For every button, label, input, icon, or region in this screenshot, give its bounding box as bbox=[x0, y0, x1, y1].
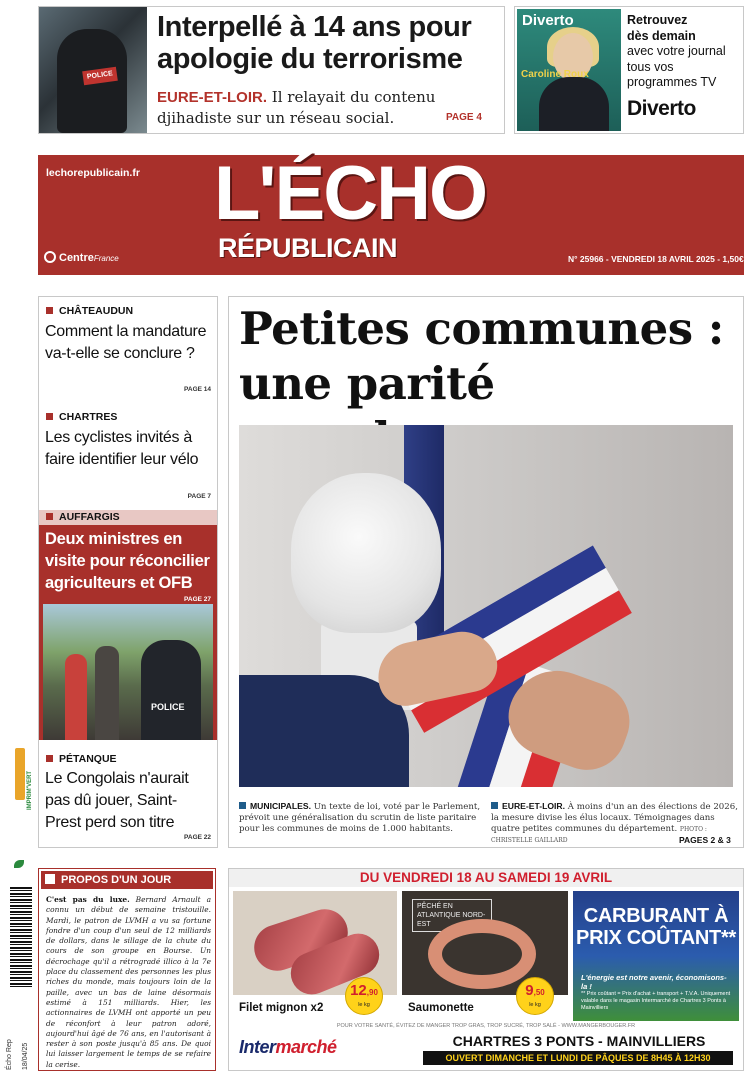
caption-kicker: EURE-ET-LOIR. bbox=[502, 801, 566, 811]
lead-story[interactable] bbox=[228, 296, 744, 848]
lead-photo bbox=[239, 425, 733, 787]
ad-fuel-promo bbox=[573, 891, 739, 1021]
propos-header: PROPOS D'UN JOUR bbox=[41, 871, 213, 889]
leaf-icon bbox=[14, 860, 24, 868]
ad-product-filet bbox=[233, 891, 397, 1021]
diverto-brand: Diverto bbox=[627, 97, 696, 120]
site-url[interactable]: lechorepublicain.fr bbox=[46, 167, 140, 179]
edge-line: 18/04/25 bbox=[22, 1042, 29, 1070]
diverto-cover bbox=[517, 9, 621, 131]
caption-kicker: MUNICIPALES. bbox=[250, 801, 311, 811]
intermarche-logo: Intermarché bbox=[239, 1037, 337, 1057]
teaser-photo-badge: POLICE bbox=[82, 67, 118, 86]
brief-page-ref: PAGE 22 bbox=[184, 834, 211, 841]
diverto-cover-logo: Diverto bbox=[522, 12, 574, 29]
lead-page-ref: PAGES 2 & 3 bbox=[679, 835, 731, 845]
lead-caption-left bbox=[239, 801, 481, 835]
ad-legal: POUR VOTRE SANTÉ, ÉVITEZ DE MANGER TROP GRAS, TROP SUCRÉ, TROP SALÉ - WWW.MANGERBOUGER.FR bbox=[336, 1023, 636, 1029]
brief-photo bbox=[43, 604, 213, 740]
brief-page-ref: PAGE 27 bbox=[184, 596, 211, 603]
centre-france-logo bbox=[44, 251, 119, 264]
propos-lead: C'est pas du luxe. bbox=[46, 895, 130, 904]
edge-line: Écho Rep bbox=[6, 1039, 13, 1070]
imprim-vert-label bbox=[13, 748, 33, 866]
brief-headline[interactable]: Les cyclistes invités à faire identifier leur vélo bbox=[45, 429, 199, 468]
intermarche-ad[interactable] bbox=[228, 868, 744, 1071]
fuel-note: ** Prix coûtant = Prix d'achat + transport + T.V.A. Uniquement valable dans le magasin Intermarché de Chartres 3 Ponts à Mainvilliers bbox=[581, 991, 731, 1011]
top-teaser[interactable] bbox=[38, 6, 505, 134]
lead-headline[interactable]: Petites communes : une parité bbox=[239, 302, 724, 410]
store-hours: OUVERT DIMANCHE ET LUNDI DE PÂQUES DE 8H45 À 12H30 bbox=[423, 1051, 733, 1065]
price-badge: 9,50 le kg bbox=[516, 977, 554, 1015]
brief-headline[interactable]: Deux ministres en visite pour réconcilier agriculteurs et OFB bbox=[45, 530, 210, 592]
teaser-headline[interactable]: Interpellé à 14 ans pour apologie du terrorisme bbox=[157, 11, 472, 75]
diverto-line1: Retrouvez bbox=[627, 13, 688, 27]
brief-page-ref: PAGE 14 bbox=[184, 386, 211, 393]
propos-text bbox=[46, 895, 211, 1070]
diverto-line2: dès demain bbox=[627, 28, 696, 43]
diverto-line3: avec votre journal tous vos programmes TV bbox=[627, 44, 726, 89]
teaser-kicker: EURE-ET-LOIR. bbox=[157, 89, 268, 106]
issue-info: N° 25966 - VENDREDI 18 AVRIL 2025 - 1,50€ bbox=[568, 254, 744, 264]
diverto-text bbox=[627, 13, 743, 91]
brief-kicker: CHÂTEAUDUN bbox=[46, 305, 133, 317]
photo-credit: PHOTO : CHRISTELLE GAILLARD bbox=[491, 826, 707, 844]
caption-text: À moins d'un an des élections de 2026, la mesure divise les élus locaux. Témoignages dans quatre petites communes du département. bbox=[491, 802, 738, 834]
store-name: CHARTRES 3 PONTS - MAINVILLIERS bbox=[452, 1033, 706, 1049]
propos-column bbox=[38, 868, 216, 1071]
ad-product-saumonette bbox=[402, 891, 568, 1021]
fuel-slogan: L'énergie est notre avenir, économisons-la ! bbox=[581, 973, 727, 991]
brief-page-ref: PAGE 7 bbox=[187, 493, 211, 500]
barcode bbox=[10, 887, 32, 987]
fuel-title: CARBURANT À PRIX COÛTANT** bbox=[576, 905, 736, 949]
masthead bbox=[38, 151, 744, 275]
brief-kicker: AUFFARGIS bbox=[39, 510, 217, 525]
price-badge: 12,90 le kg bbox=[345, 977, 383, 1015]
propos-body: Bernard Arnault a connu un début de semaine tristouille. Mardi, le patron de LVMH a vu sa fortune fondre d'un coup d'un seul de 12 milliards de dollars, dans le sillage de la chute du cours de son groupe en Bourse. Un décrochage qu'il a rétrogradé illico à la 7e place du classement des personnes les plus riches du monde, mais toujours loin de la paille, avec un bas de laine désormais estimé à 151 milliards. Hier, les actionnaires de LVMH ont apporté un peu de réconfort à leur patron adoré, aujourd'hui âgé de 76 ans, en l'autorisant à rester à son poste jusqu'à 85 ans. De quoi lui laisser largement le temps de se refaire la cerise. bbox=[46, 895, 211, 1069]
diverto-promo[interactable] bbox=[514, 6, 744, 134]
sidebar-briefs bbox=[38, 296, 218, 848]
origin-tag: PÊCHÉ EN ATLANTIQUE NORD-EST bbox=[412, 899, 492, 932]
brief-kicker: PÉTANQUE bbox=[46, 753, 117, 765]
edge-label bbox=[4, 992, 34, 1072]
teaser-page-ref: PAGE 4 bbox=[446, 112, 482, 123]
brief-photo-badge: POLICE bbox=[151, 702, 185, 712]
brief-kicker: CHARTRES bbox=[46, 411, 117, 423]
caption-text: Un texte de loi, voté par le Parlement, prévoit une généralisation du scrutin de liste paritaire pour les communes de moins de 1.000 habitants. bbox=[239, 802, 481, 834]
teaser-photo bbox=[39, 7, 147, 133]
newspaper-logo: L'ÉCHO bbox=[214, 151, 487, 236]
group-suffix: France bbox=[93, 254, 119, 263]
product-name: Saumonette bbox=[408, 1002, 474, 1014]
brief-headline[interactable]: Le Congolais n'aurait pas dû jouer, Saint-Prest perd son titre bbox=[45, 770, 189, 831]
centre-france-icon bbox=[44, 251, 56, 263]
teaser-body-text: Il relayait du contenu djihadiste sur un réseau social. bbox=[157, 88, 436, 127]
product-name: Filet mignon x2 bbox=[239, 1002, 324, 1014]
newspaper-logo-subtitle: RÉPUBLICAIN bbox=[218, 233, 398, 263]
brief-headline[interactable]: Comment la mandature va-t-elle se conclure ? bbox=[45, 323, 207, 362]
teaser-summary bbox=[157, 87, 457, 129]
imprim-vert-text: IMPRIM'VERT bbox=[27, 770, 33, 810]
diverto-cover-name: Caroline Roux bbox=[521, 69, 589, 80]
featured-brief[interactable] bbox=[39, 510, 217, 740]
ad-dates: DU VENDREDI 18 AU SAMEDI 19 AVRIL bbox=[229, 869, 743, 887]
group-name: Centre bbox=[59, 252, 94, 264]
